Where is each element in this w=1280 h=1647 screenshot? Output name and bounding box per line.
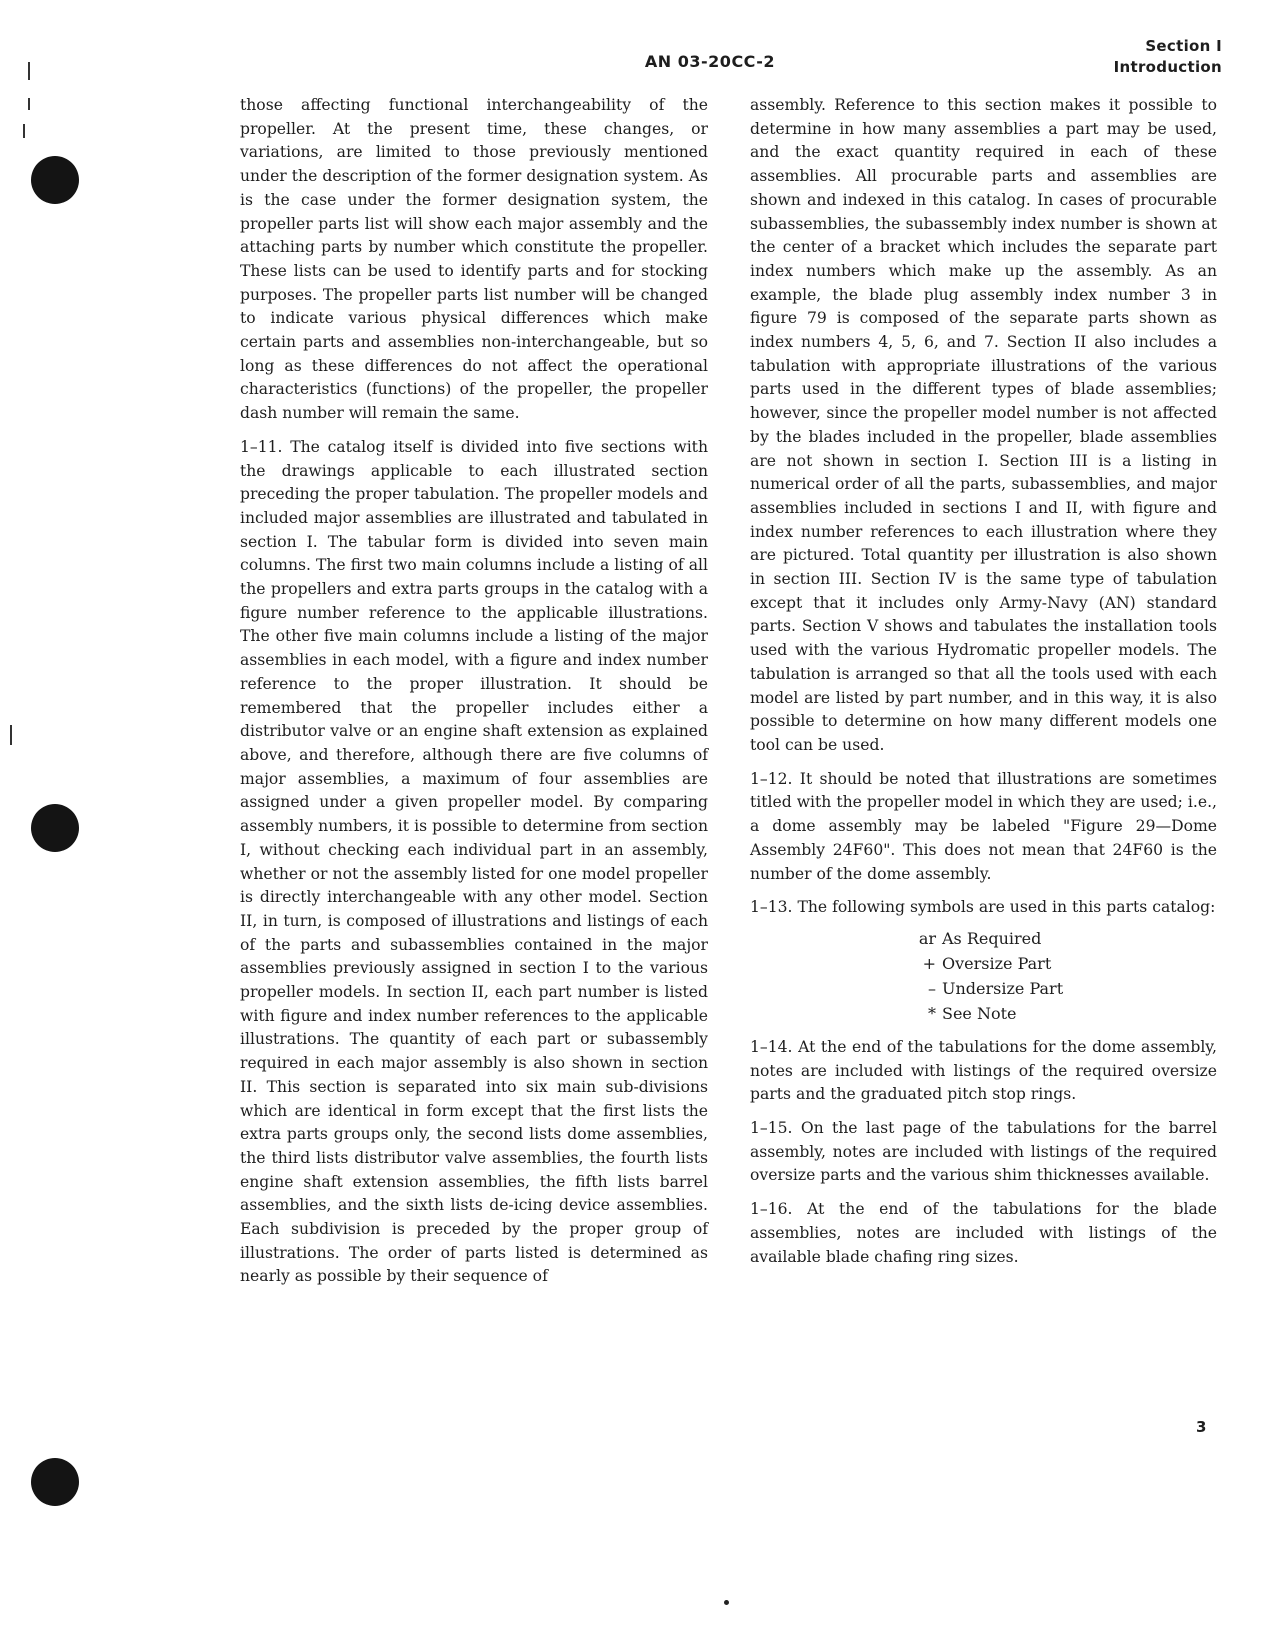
symbol-code: *	[928, 1003, 936, 1023]
scan-mark	[28, 98, 30, 110]
symbol-code: ar	[918, 928, 936, 948]
section-title: Introduction	[1113, 58, 1222, 76]
page-number: 3	[1196, 1418, 1207, 1436]
left-column	[240, 94, 708, 1289]
section-header	[1114, 36, 1222, 78]
paragraph-1-15: 1–15. On the last page of the tabulations for the barrel assembly, notes are included with listings of the required oversize parts and the various shim thicknesses available.	[750, 1119, 1217, 1185]
right-column	[750, 94, 1217, 1269]
scan-mark	[10, 725, 12, 745]
symbol-row	[912, 976, 1217, 1001]
paragraph-1-11: 1–11. The catalog itself is divided into five sections with the drawings applicable to each illustrated section preceding the proper tabulation. The propeller models and included major assemblies are illustrated and tabulated in section I. The tabular form is divided into seven main columns. The first two main columns include a listing of all the propellers and extra parts groups in the catalog with a figure number reference to the applicable illustrations. The other five main columns include a listing of the major assemblies in each model, with a figure and index number reference to the proper illustration. It should be remembered that the propeller includes either a distributor valve or an engine shaft extension as explained above, and therefore, although there are five columns of major assemblies, a maximum of four assemblies are assigned under a given propeller model. By comparing assembly numbers, it is possible to determine from section I, without checking each individual part in an assembly, whether or not the assembly listed for one model propeller is directly interchangeable with any other model. Section II, in turn, is composed of illustrations and listings of each of the parts and subassemblies contained in the major assemblies previously assigned in section I to the various propeller models. In section II, each part number is listed with figure and index number references to the applicable illustrations. The quantity of each part or subassembly required in each major assembly is also shown in section II. This section is separated into six main sub-divisions which are identical in form except that the first lists the extra parts groups only, the second lists dome assemblies, the third lists distributor valve assemblies, the fourth lists engine shaft extension assemblies, the fifth lists barrel assemblies, and the sixth lists de-icing device assemblies. Each subdivision is preceded by the proper group of illustrations. The order of parts listed is determined as nearly as possible by their sequence of	[240, 437, 708, 1286]
punch-hole-middle	[31, 804, 79, 852]
symbol-meaning: As Required	[942, 928, 1042, 948]
symbol-meaning: Oversize Part	[942, 953, 1052, 973]
symbol-row	[912, 1001, 1217, 1026]
paragraph-1-16: 1–16. At the end of the tabulations for the blade assemblies, notes are included with listings of the available blade chafing ring sizes.	[750, 1200, 1217, 1266]
symbol-code: –	[928, 978, 936, 998]
scan-mark	[28, 62, 30, 80]
paragraph-1-12: 1–12. It should be noted that illustrations are sometimes titled with the propeller model in which they are used; i.e., a dome assembly may be labeled "Figure 29—Dome Assembly 24F60". This does not mean that 24F60 is the number of the dome assembly.	[750, 769, 1217, 883]
symbol-meaning: Undersize Part	[942, 978, 1064, 998]
symbol-meaning: See Note	[942, 1003, 1017, 1023]
section-label: Section I	[1145, 37, 1222, 55]
paragraph-1-13: 1–13. The following symbols are used in this parts catalog:	[750, 898, 1216, 917]
paragraph-continued: those affecting functional interchangeability of the propeller. At the present time, these changes, or variations, are limited to those previously mentioned under the description of the former designation system. As is the case under the former designation system, the propeller parts list will show each major assembly and the attaching parts by number which constitute the propeller. These lists can be used to identify parts and for stocking purposes. The propeller parts list number will be changed to indicate various physical differences which make certain parts and assemblies non-interchangeable, but so long as these differences do not affect the operational characteristics (functions) of the propeller, the propeller dash number will remain the same.	[240, 96, 708, 423]
symbol-row	[912, 926, 1217, 951]
paragraph-continued-right: assembly. Reference to this section makes it possible to determine in how many assemblies a part may be used, and the exact quantity required in each of these assemblies. All procurable parts and assemblies are shown and indexed in this catalog. In cases of procurable subassemblies, the subassembly index number is shown at the center of a bracket which includes the separate part index numbers which make up the assembly. As an example, the blade plug assembly index number 3 in figure 79 is composed of the separate parts shown as index numbers 4, 5, 6, and 7. Section II also includes a tabulation with appropriate illustrations of the various parts used in the different types of blade assemblies; however, since the propeller model number is not affected by the blades included in the propeller, blade assemblies are not shown in section I. Section III is a listing in numerical order of all the parts, subassemblies, and major assemblies included in sections I and II, with figure and index number references to each illustration where they are pictured. Total quantity per illustration is also shown in section III. Section IV is the same type of tabulation except that it includes only Army-Navy (AN) standard parts. Section V shows and tabulates the installation tools used with the various Hydromatic propeller models. The tabulation is arranged so that all the tools used with each model are listed by part number, and in this way, it is also possible to determine on how many different models one tool can be used.	[750, 96, 1217, 754]
punch-hole-top	[31, 156, 79, 204]
scan-mark	[23, 124, 25, 138]
symbol-row	[912, 951, 1217, 976]
symbols-list	[912, 926, 1217, 1026]
symbol-code: +	[922, 953, 936, 973]
punch-hole-bottom	[31, 1458, 79, 1506]
paragraph-1-14: 1–14. At the end of the tabulations for the dome assembly, notes are included with listings of the required oversize parts and the graduated pitch stop rings.	[750, 1037, 1217, 1104]
document-number: AN 03-20CC-2	[644, 52, 776, 71]
scan-dot	[724, 1600, 729, 1605]
